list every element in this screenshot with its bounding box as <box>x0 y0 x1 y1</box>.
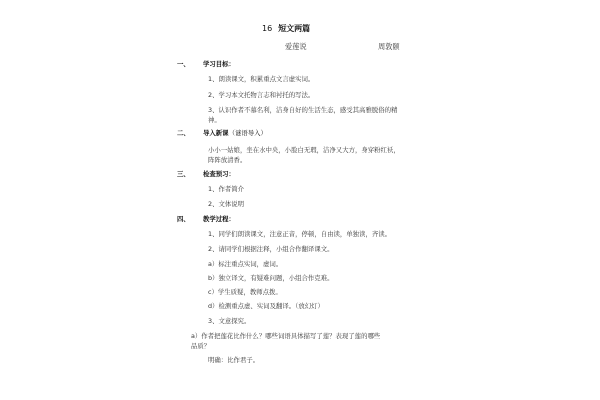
process-line: 1、同学们朗读课文，注意正音，停顿，自由读，单独读，齐读。 <box>208 230 392 238</box>
process-line: c）学生质疑，教师点拨。 <box>208 288 282 296</box>
goal-line: 神。 <box>208 116 221 124</box>
goal-line: 2、学习本文托物言志和衬托的写法。 <box>208 91 315 99</box>
process-line: 2、请同学们根据注释，小组合作翻译课文。 <box>208 245 334 253</box>
section-number: 二、 <box>177 129 190 137</box>
section-title: 检查预习： <box>203 170 235 178</box>
lesson-number: 16 <box>262 24 273 33</box>
process-line: b）独立译文，有疑难问题，小组合作克难。 <box>208 274 334 282</box>
riddle-line: 小小一姑娘，坐在水中央，小脸白无瑕，洁净又大方，身穿粉红袄， <box>208 146 400 154</box>
section-title: 导入新课 <box>203 129 229 137</box>
section-heading-preview <box>177 170 235 178</box>
section-heading-goals <box>177 60 235 68</box>
process-line: 3、文意探究。 <box>208 317 251 325</box>
process-line: a）作者把莲花比作什么？哪些词语具体描写了莲？表现了莲的哪些 <box>191 332 381 340</box>
piece-title: 爱莲说 <box>285 42 307 51</box>
section-heading-intro <box>177 129 267 137</box>
goal-line: 3、认识作者不慕名利，洁身自好的生活生态，感受其高雅脱俗的精 <box>208 106 398 114</box>
section-heading-process <box>177 215 235 223</box>
preview-line: 1、作者简介 <box>208 185 245 193</box>
section-title: 教学过程： <box>203 215 235 223</box>
process-line: d）检测重点虚、实词及翻译。（放幻灯） <box>208 302 324 310</box>
section-number: 三、 <box>177 170 190 178</box>
section-title: 学习目标： <box>203 60 235 68</box>
goal-line: 1、朗读课文，积累重点文言虚实词。 <box>208 75 315 83</box>
lesson-title: 短文两篇 <box>278 24 311 33</box>
section-number: 四、 <box>177 215 190 223</box>
process-line: 品质？ <box>191 342 211 350</box>
author-name: 周敦颐 <box>378 42 400 51</box>
section-note: （谜语导入） <box>228 129 267 137</box>
process-line: a）标注重点实词，虚词。 <box>208 260 283 268</box>
preview-line: 2、文体说明 <box>208 200 245 208</box>
section-number: 一、 <box>177 60 190 68</box>
riddle-line: 阵阵放清香。 <box>208 156 247 164</box>
process-line: 明确：比作君子。 <box>208 356 260 364</box>
page-title <box>262 25 310 33</box>
